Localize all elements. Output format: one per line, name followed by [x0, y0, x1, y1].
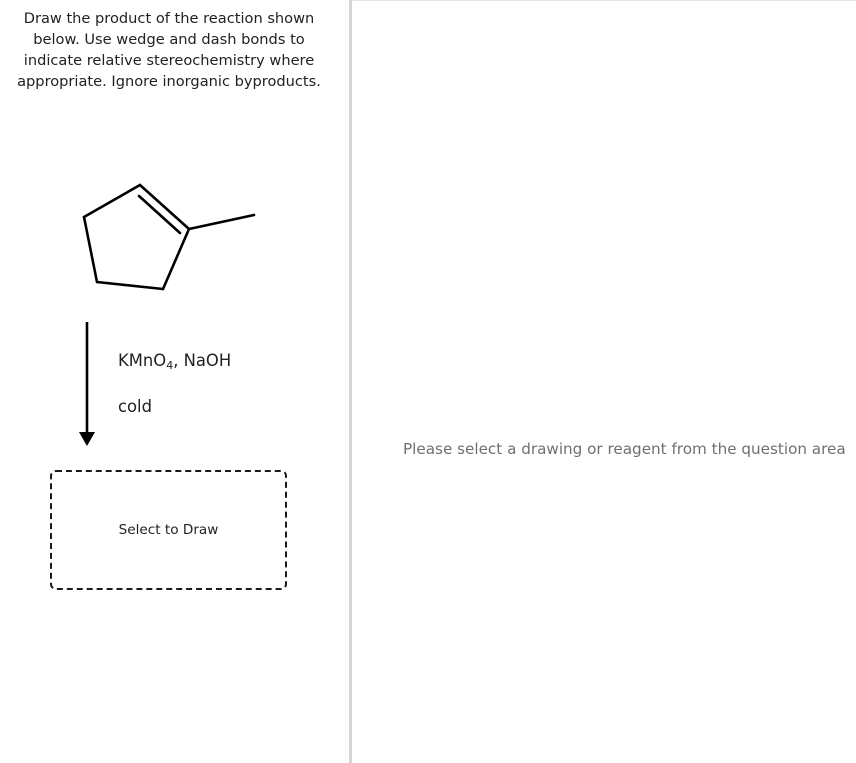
reaction-arrow	[76, 318, 98, 450]
methyl-bond	[189, 215, 254, 229]
bond-c3-c4	[97, 282, 163, 289]
bond-c4-c5	[84, 217, 97, 282]
reagent-label: KMnO$_4$, NaOH	[118, 351, 232, 372]
bond-c5-c1	[84, 185, 140, 217]
arrow-head-icon	[79, 432, 95, 446]
select-to-draw-label: Select to Draw	[118, 522, 219, 538]
reactant-structure[interactable]	[70, 170, 270, 300]
workspace-empty-message: Please select a drawing or reagent from the question area	[403, 440, 846, 458]
bond-c1-c2	[140, 185, 189, 229]
condition-label: cold	[118, 397, 152, 416]
top-rule	[352, 0, 856, 1]
select-to-draw-box[interactable]	[50, 470, 287, 590]
panel-divider[interactable]	[349, 0, 352, 763]
bond-c2-c3	[163, 229, 189, 289]
question-panel	[0, 0, 349, 763]
question-text: Draw the product of the reaction shown below. Use wedge and dash bonds to indicate relative stereochemistry where appropriate. Ignore inorganic byproducts.	[17, 10, 321, 90]
